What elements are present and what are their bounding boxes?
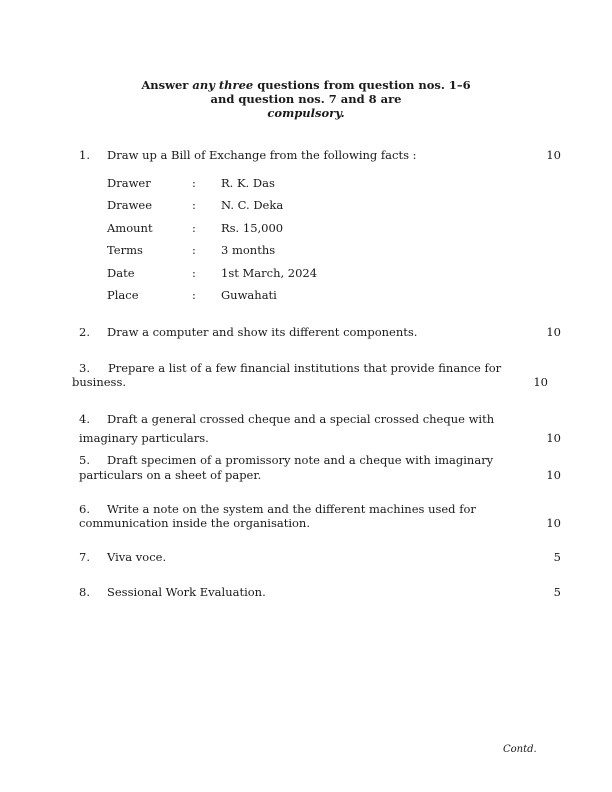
q7-number: 7.	[79, 550, 90, 564]
q2-text: Draw a computer and show its different components.	[107, 325, 418, 339]
q1-number: 1.	[79, 148, 90, 162]
q2-number: 2.	[79, 325, 90, 339]
fact-sep: :	[192, 288, 196, 302]
fact-value: 1st March, 2024	[221, 266, 318, 280]
q5-marks: 10	[546, 468, 561, 482]
instruction-text: questions from question nos. 1–6	[253, 78, 471, 92]
q2-marks: 10	[546, 325, 561, 339]
fact-sep: :	[192, 198, 196, 212]
q4-text-line2: imaginary particulars.	[79, 431, 209, 445]
fact-sep: :	[192, 221, 196, 235]
q6-text-line1: Write a note on the system and the different machines used for	[107, 502, 476, 516]
q4-number: 4.	[79, 412, 90, 426]
fact-value: R. K. Das	[221, 176, 275, 190]
q4-marks: 10	[546, 431, 561, 445]
instruction-line-3	[0, 106, 612, 120]
q3-number: 3.	[79, 361, 90, 375]
q6-text-line2: communication inside the organisation.	[79, 516, 310, 530]
q5-text-line2: particulars on a sheet of paper.	[79, 468, 262, 482]
q1-text: Draw up a Bill of Exchange from the following facts :	[107, 148, 417, 162]
fact-label: Place	[107, 288, 139, 302]
q7-text: Viva voce.	[107, 550, 167, 564]
fact-value: 3 months	[221, 243, 276, 257]
instruction-emphasis: any three	[192, 78, 254, 92]
q4-text-line1: Draft a general crossed cheque and a special crossed cheque with	[107, 412, 495, 426]
q8-marks: 5	[553, 585, 561, 599]
q7-marks: 5	[553, 550, 561, 564]
instruction-line-2: and question nos. 7 and 8 are	[210, 92, 402, 106]
fact-label: Date	[107, 266, 135, 280]
q3-marks: 10	[533, 375, 548, 389]
q3-text-line1: Prepare a list of a few financial institutions that provide finance for	[108, 361, 502, 375]
fact-sep: :	[192, 243, 196, 257]
fact-label: Drawer	[107, 176, 151, 190]
instruction-line-1	[0, 78, 612, 92]
fact-label: Terms	[107, 243, 143, 257]
fact-sep: :	[192, 176, 196, 190]
q6-marks: 10	[546, 516, 561, 530]
fact-value: Guwahati	[221, 288, 277, 302]
instruction-text: Answer	[141, 78, 193, 92]
fact-label: Drawee	[107, 198, 153, 212]
instruction-emphasis: compulsory.	[267, 106, 345, 120]
q8-number: 8.	[79, 585, 90, 599]
q5-number: 5.	[79, 453, 90, 467]
q5-text-line1: Draft specimen of a promissory note and a cheque with imaginary	[107, 453, 494, 467]
fact-value: N. C. Deka	[221, 198, 284, 212]
fact-value: Rs. 15,000	[221, 221, 284, 235]
fact-label: Amount	[107, 221, 153, 235]
q1-marks: 10	[546, 148, 561, 162]
q6-number: 6.	[79, 502, 90, 516]
q3-text-line2: business.	[72, 375, 127, 389]
q8-text: Sessional Work Evaluation.	[107, 585, 266, 599]
fact-sep: :	[192, 266, 196, 280]
contd-note: Contd.	[503, 744, 537, 755]
